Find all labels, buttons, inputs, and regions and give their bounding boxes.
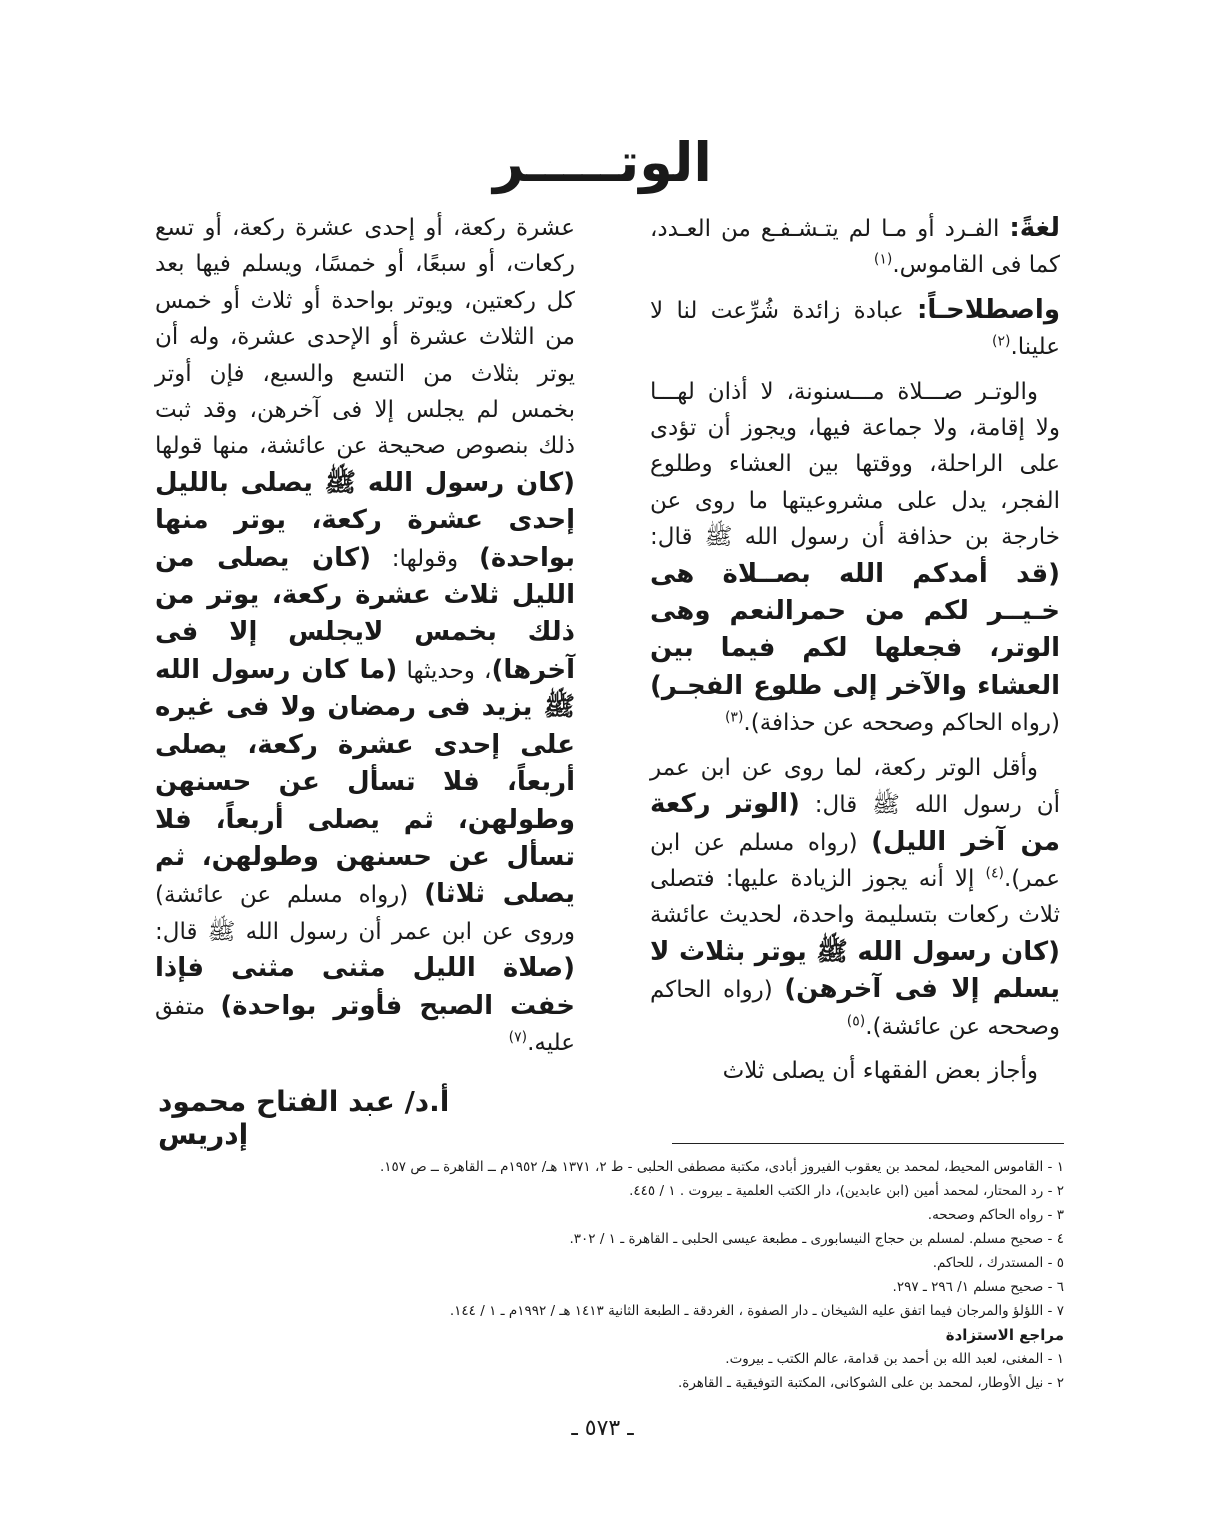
paragraph-witr-minimum: وأقل الوتر ركعة، لما روى عن ابن عمر أن رسول الله ﷺ قال: (الوتر ركعة من آخر الليل) (رواه مسلم عن ابن عمر).$^{(٤)}$ إلا أنه يجوز الزيادة عليها: فتصلى ثلاث ركعات بتسليمة واحدة، لحديث عائشة (كان رسول الله ﷺ يوتر بثلاث لا يسلم إلا فى آخرهن) (رواه الحاكم وصححه عن عائشة).$^{(٥)}$ bbox=[650, 754, 1060, 1040]
page-title: الوتـــــر bbox=[493, 131, 712, 194]
references-heading: مراجع الاستزادة bbox=[945, 1326, 1064, 1344]
footnote: ٣ - رواه الحاكم وصححه. bbox=[927, 1207, 1064, 1223]
paragraph-continuation: عشرة ركعة، أو إحدى عشرة ركعة، أو تسع ركعات، أو سبعًا، أو خمسًا، ويسلم فيها بعد كل ركعتين، ويوتر بواحدة أو ثلاث أو خمس من الثلاث عشرة أو الإحدى عشرة، وله أن يوتر بثلاث من التسع والسبع، فإن أوتر بخمس لم يجلس إلا فى آخرهن، وقد ثبت ذلك بنصوص صحيحة عن عائشة، منها قولها (كان رسول الله ﷺ يصلى بالليل إحدى عشرة ركعة، يوتر منها بواحدة) وقولها: (كان يصلى من الليل ثلاث عشرة ركعة، يوتر من ذلك بخمس لايجلس إلا فى آخرها)، وحديثها (ما كان رسول الله ﷺ يزيد فى رمضان ولا فى غيره على إحدى عشرة ركعة، يصلى أربعاً، فلا تسأل عن حسنهن وطولهن، ثم يصلى أربعاً، فلا تسأل عن حسنهن وطولهن، ثم يصلى ثلاثا) (رواه مسلم عن عائشة) وروى عن ابن عمر أن رسول الله ﷺ قال: (صلاة الليل مثنى مثنى فإذا خفت الصبح فأوتر بواحدة) متفق عليه.$^{(٧)}$ bbox=[155, 215, 576, 1056]
hadith-quote: (كان يصلى من الليل ثلاث عشرة ركعة، يوتر من ذلك بخمس لايجلس إلا فى آخرها) bbox=[155, 542, 575, 685]
left-column bbox=[155, 210, 575, 1069]
paragraph-continues: وأجاز بعض الفقهاء أن يصلى ثلاث bbox=[722, 1057, 1038, 1084]
definition-language: لغةً: الفـرد أو مـا لم يتـشـفـع من العـدد، كما فى القاموس.$^{(١)}$ bbox=[650, 213, 1060, 279]
paragraph-witr-ruling: والوتـر صـــلاة مـــسنونة، لا أذان لهـــا ولا إقامة، ولا جماعة فيها، ويجوز أن تؤدى على الراحلة، ووقتها بين العشاء وطلوع الفجر، يدل على مشروعيتها ما روى عن خارجة بن حذافة أن رسول الله ﷺ قال: (قد أمدكم الله بصــلاة هى خـيــر لكم من حمرالنعم وهى الوتر، فجعلها لكم فيما بين العشاء والآخر إلى طلوع الفجـر) (رواه الحاكم وصححه عن حذافة).$^{(٣)}$ bbox=[650, 378, 1060, 737]
reference-item: ١ - المغنى، لعبد الله بن أحمد بن قدامة، عالم الكتب ـ بيروت. bbox=[725, 1351, 1064, 1367]
reference-item: ٢ - نيل الأوطار، لمحمد بن على الشوكانى، المكتبة التوفيقية ـ القاهرة. bbox=[677, 1375, 1064, 1391]
footnote: ١ - القاموس المحيط، لمحمد بن يعقوب الفيروز أبادى، مكتبة مصطفى الحلبى - ط ٢، ١٣٧١ هـ/ ١٩٥٢م ــ القاهرة ــ ص ١٥٧. bbox=[379, 1159, 1064, 1175]
hadith-quote: (الوتر ركعة من آخر الليل) bbox=[650, 789, 1060, 857]
definition-term: واصطلاحـاً: عبادة زائدة شُرِّعت لنا لا علينا.$^{(٢)}$ bbox=[650, 294, 1060, 361]
hadith-quote: (قد أمدكم الله بصــلاة هى خـيــر لكم من حمرالنعم وهى الوتر، فجعلها لكم فيما بين العشاء والآخر إلى طلوع الفجـر) bbox=[650, 558, 1060, 701]
hadith-quote: (صلاة الليل مثنى مثنى فإذا خفت الصبح فأوتر بواحدة) bbox=[155, 953, 576, 1021]
right-column bbox=[650, 210, 1060, 1097]
page-number: ـ ٥٧٣ ـ bbox=[571, 1416, 634, 1441]
hadith-quote: (كان رسول الله ﷺ يصلى بالليل إحدى عشرة ركعة، يوتر منها بواحدة) bbox=[155, 467, 575, 573]
hadith-quote: (ما كان رسول الله ﷺ يزيد فى رمضان ولا فى غيره على إحدى عشرة ركعة، يصلى أربعاً، فلا تسأل عن حسنهن وطولهن، ثم يصلى أربعاً، فلا تسأل عن حسنهن وطولهن، ثم يصلى ثلاثا) bbox=[155, 654, 576, 910]
author-name: أ.د/ عبد الفتاح محمود إدريس bbox=[158, 1085, 450, 1151]
footnote: ٦ - صحيح مسلم ١/ ٢٩٦ ـ ٢٩٧. bbox=[892, 1279, 1064, 1295]
footnotes bbox=[164, 1155, 1064, 1395]
footnote: ٤ - صحيح مسلم. لمسلم بن حجاج النيسابورى ـ مطبعة عيسى الحلبى ـ القاهرة ـ ١ / ٣٠٢. bbox=[569, 1231, 1064, 1247]
footnote-divider bbox=[672, 1143, 1064, 1144]
footnote: ٧ - اللؤلؤ والمرجان فيما اتفق عليه الشيخان ـ دار الصفوة ، الغردقة ـ الطبعة الثانية ١٤١٣ هـ / ١٩٩٢م ـ ١ / ١٤٤. bbox=[449, 1303, 1064, 1319]
footnote: ٥ - المستدرك ، للحاكم. bbox=[932, 1255, 1064, 1271]
footnote: ٢ - رد المحتار، لمحمد أمين (ابن عابدين)، دار الكتب العلمية ـ بيروت . ١ / ٤٤٥. bbox=[629, 1183, 1064, 1199]
term-technical: واصطلاحـاً: bbox=[916, 294, 1060, 325]
term-language: لغةً: bbox=[1009, 213, 1060, 243]
hadith-quote: (كان رسول الله ﷺ يوتر بثلاث لا يسلم إلا فى آخرهن) bbox=[650, 936, 1060, 1005]
